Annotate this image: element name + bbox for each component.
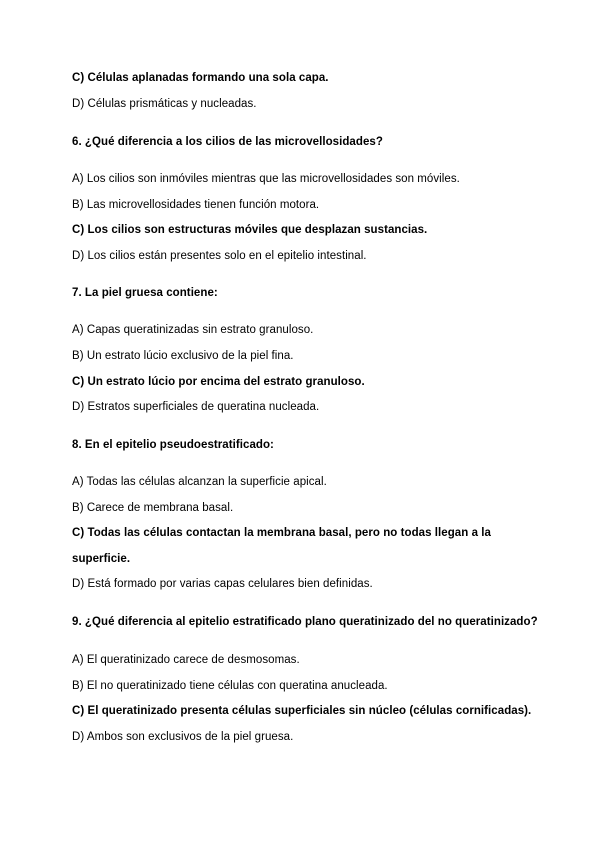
- q6-option-a: A) Los cilios son inmóviles mientras que las microvellosidades son móviles.: [72, 173, 460, 185]
- q6-option-c-correct: C) Los cilios son estructuras móviles que desplazan sustancias.: [72, 224, 428, 236]
- q8-option-a: A) Todas las células alcanzan la superficie apical.: [72, 476, 327, 488]
- q8-option-d: D) Está formado por varias capas celulares bien definidas.: [72, 578, 373, 590]
- q8-question: 8. En el epitelio pseudoestratificado:: [72, 439, 274, 451]
- q9-option-b: B) El no queratinizado tiene células con queratina anucleada.: [72, 680, 388, 692]
- q5-option-c-correct: C) Células aplanadas formando una sola capa.: [72, 72, 329, 84]
- q8-option-c-correct-line1: C) Todas las células contactan la membrana basal, pero no todas llegan a la: [72, 527, 491, 539]
- q9-option-a: A) El queratinizado carece de desmosomas.: [72, 654, 300, 666]
- q7-question: 7. La piel gruesa contiene:: [72, 287, 218, 299]
- q6-option-b: B) Las microvellosidades tienen función motora.: [72, 199, 320, 211]
- q6-question: 6. ¿Qué diferencia a los cilios de las microvellosidades?: [72, 136, 383, 148]
- q5-option-d: D) Células prismáticas y nucleadas.: [72, 98, 257, 110]
- q9-option-d: D) Ambos son exclusivos de la piel gruesa.: [72, 731, 294, 743]
- q6-option-d: D) Los cilios están presentes solo en el epitelio intestinal.: [72, 250, 367, 262]
- q7-option-c-correct: C) Un estrato lúcio por encima del estrato granuloso.: [72, 376, 365, 388]
- q9-question: 9. ¿Qué diferencia al epitelio estratificado plano queratinizado del no queratinizado?: [72, 616, 538, 628]
- q8-option-b: B) Carece de membrana basal.: [72, 502, 234, 514]
- q8-option-c-correct-line2: superficie.: [72, 553, 131, 565]
- q9-option-c-correct: C) El queratinizado presenta células superficiales sin núcleo (células cornificadas).: [72, 705, 532, 717]
- q7-option-a: A) Capas queratinizadas sin estrato granuloso.: [72, 324, 314, 336]
- q7-option-d: D) Estratos superficiales de queratina nucleada.: [72, 401, 320, 413]
- q7-option-b: B) Un estrato lúcio exclusivo de la piel fina.: [72, 350, 294, 362]
